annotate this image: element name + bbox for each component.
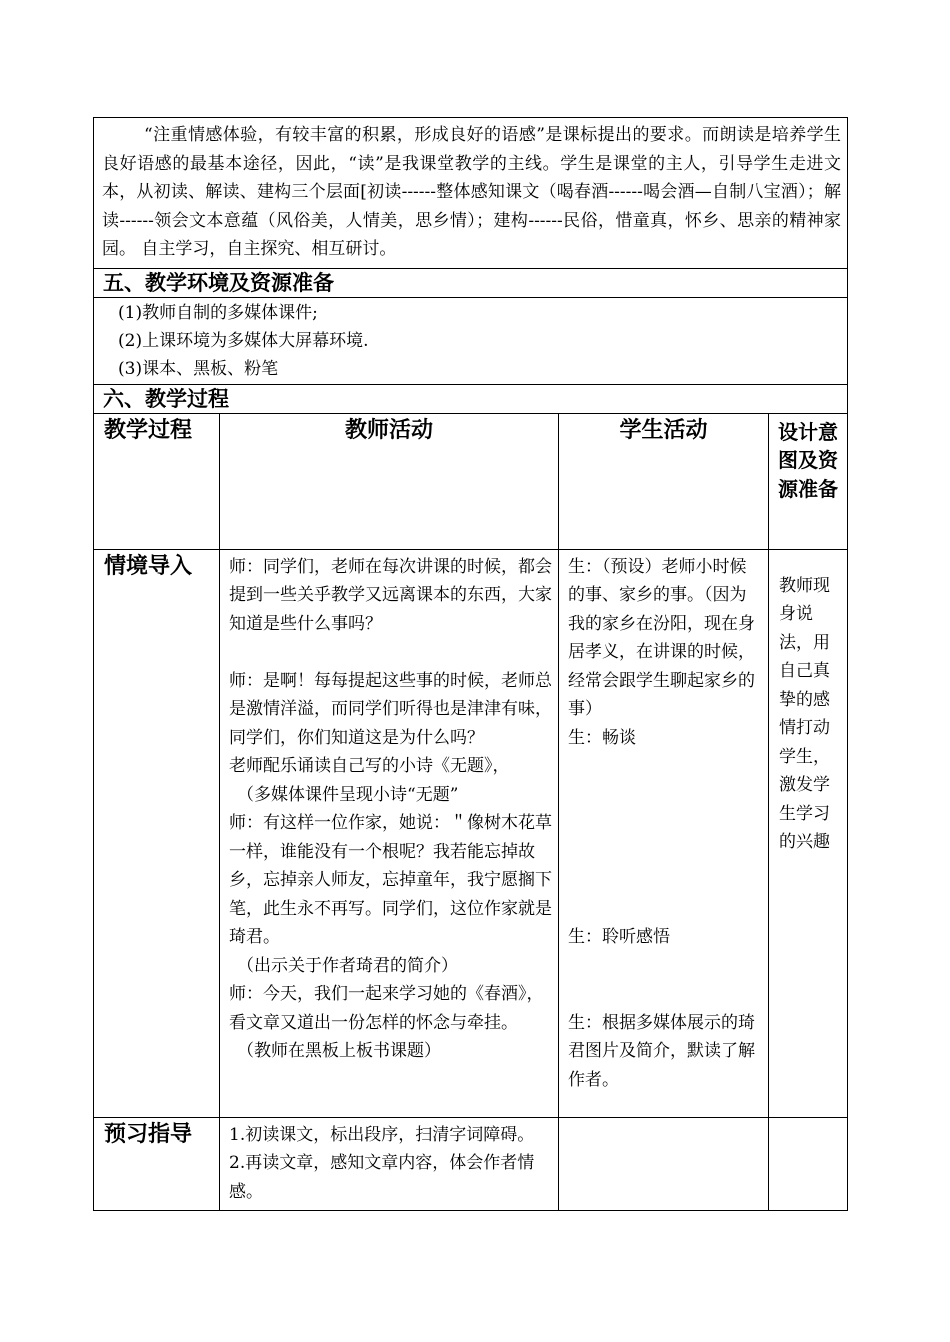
teacher-activity-cell — [220, 549, 559, 1117]
teacher-line: 师：是啊！每每提起这些事的时候，老师总是激情洋溢，而同学们听得也是津津有味，同学们，你们知道这是为什么吗？ — [229, 670, 552, 748]
stage-label: 预习指导 — [94, 1117, 220, 1211]
section5-heading: 五、教学环境及资源准备 — [94, 268, 848, 297]
process-row-intro — [94, 549, 848, 1117]
section6-heading: 六、教学过程 — [94, 384, 848, 413]
teacher-line: 2.再读文章，感知文章内容，体会作者情感。 — [229, 1153, 535, 1202]
teacher-line: （教师在黑板上板书课题） — [237, 1041, 441, 1061]
intro-cell — [94, 118, 848, 269]
student-line: 生：畅谈 — [568, 727, 636, 748]
lesson-plan-table — [93, 117, 848, 1211]
student-activity-cell — [559, 1117, 769, 1211]
header-student-activity: 学生活动 — [559, 413, 769, 549]
teacher-line: （多媒体课件呈现小诗“无题” — [237, 784, 459, 805]
student-line: 生：（预设）老师小时候的事、家乡的事。（因为我的家乡在汾阳，现在身居孝义，在讲课的时候，经常会跟学生聊起家乡的事） — [568, 556, 755, 719]
resource-item: (3)课本、黑板、粉笔 — [118, 358, 279, 379]
stage-label: 情境导入 — [94, 549, 220, 1117]
teacher-line: 师：同学们，老师在每次讲课的时候，都会提到一些关乎教学又远离课本的东西，大家知道是些什么事吗？ — [229, 556, 552, 634]
intro-row — [94, 118, 848, 269]
teacher-line: 师：今天，我们一起来学习她的《春酒》，看文章又道出一份怎样的怀念与牵挂。 — [229, 984, 544, 1033]
teacher-activity-cell — [220, 1117, 559, 1211]
section5-resources — [94, 297, 848, 384]
resource-item: (1)教师自制的多媒体课件; — [118, 302, 318, 323]
resource-item: (2)上课环境为多媒体大屏幕环境. — [118, 330, 369, 351]
teacher-line: （出示关于作者琦君的简介） — [237, 955, 458, 976]
student-line: 生：聆听感悟 — [568, 927, 670, 947]
column-header-row — [94, 413, 848, 549]
design-intent-cell — [769, 1117, 848, 1211]
header-teacher-activity: 教师活动 — [220, 413, 559, 549]
teacher-line: 老师配乐诵读自己写的小诗《无题》， — [229, 756, 510, 776]
header-design-intent: 设计意图及资源准备 — [769, 413, 848, 549]
section5-resources-row — [94, 297, 848, 384]
lesson-plan-document — [93, 117, 847, 1211]
teacher-line: 师：有这样一位作家，她说：＂像树木花草一样，谁能没有一个根呢？我若能忘掉故乡，忘掉亲人师友，忘掉童年，我宁愿搁下笔，此生永不再写。同学们，这位作家就是琦君。 — [229, 813, 552, 947]
process-row-preview — [94, 1117, 848, 1211]
intro-paragraph: “注重情感体验，有较丰富的积累，形成良好的语感”是课标提出的要求。而朗读是培养学生良好语感的最基本途径，因此，“读”是我课堂教学的主线。学生是课堂的主人，引导学生走进文本，从初读、解读、建构三个层面[初读------整体感知课文（喝春酒------喝会酒—自制八宝酒）；解读------领会文本意蕴（风俗美，人情美，思乡情）；建构------民俗，惜童真，怀乡、思亲的精神家园。 自主学习，自主探究、相互研讨。 — [102, 125, 842, 259]
header-process: 教学过程 — [94, 413, 220, 549]
student-activity-cell — [559, 549, 769, 1117]
student-line: 生：根据多媒体展示的琦君图片及简介，默读了解作者。 — [568, 1012, 755, 1090]
section5-heading-row — [94, 268, 848, 297]
section6-heading-row — [94, 384, 848, 413]
teacher-line: 1.初读课文，标出段序，扫清字词障碍。 — [229, 1124, 535, 1145]
design-intent-cell: 教师现身说法，用自己真挚的感情打动学生，激发学生学习的兴趣 — [769, 549, 848, 1117]
